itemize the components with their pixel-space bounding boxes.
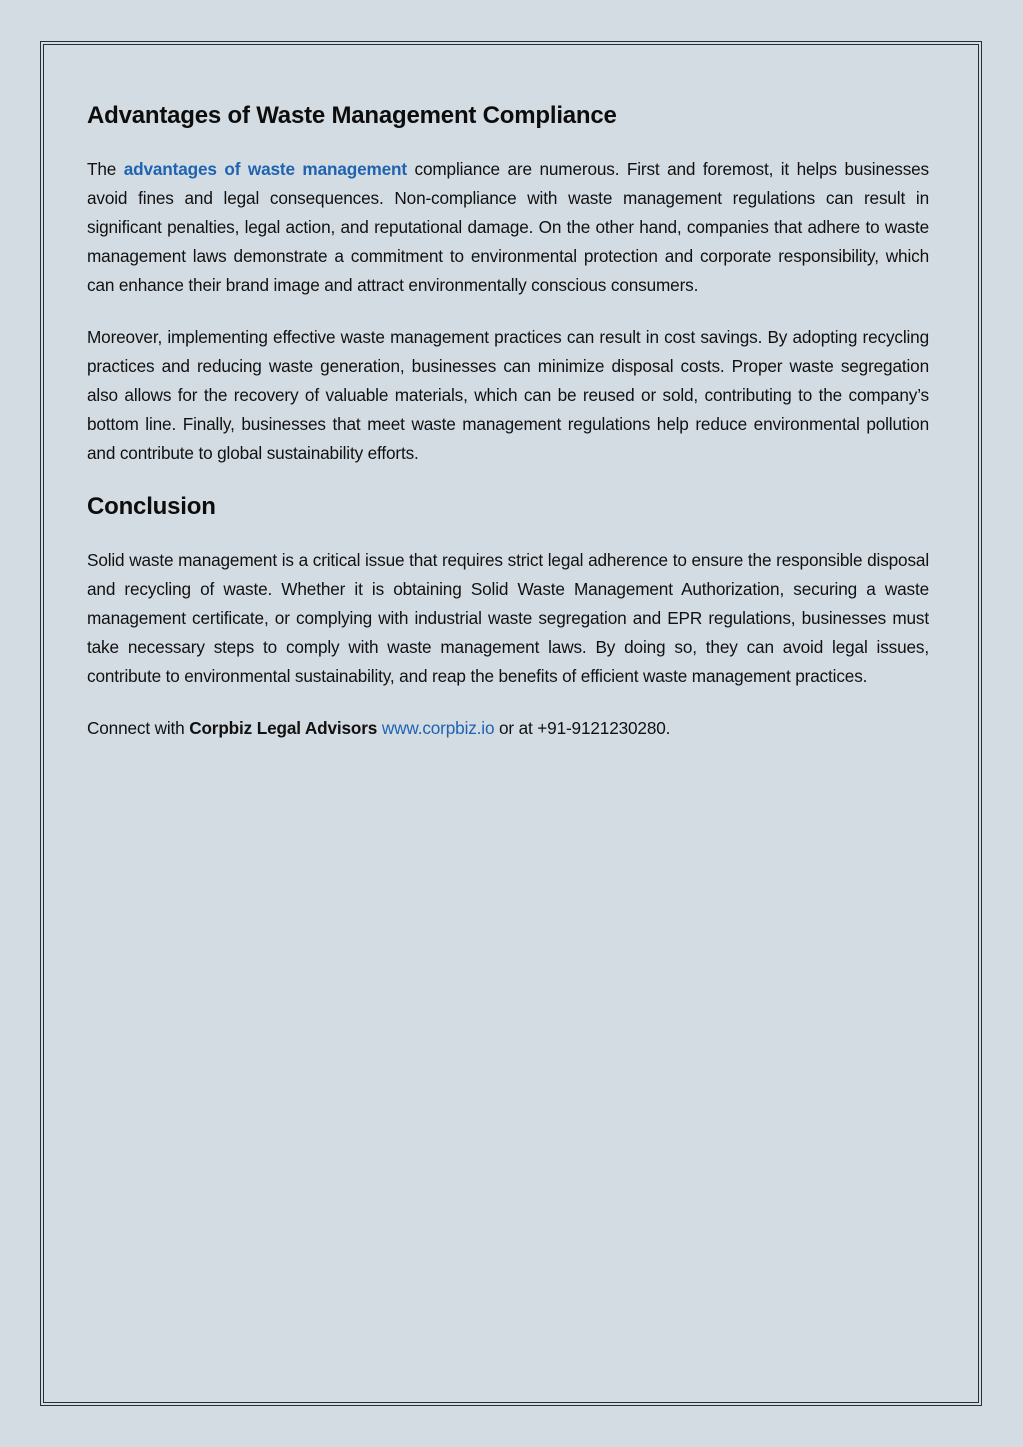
- contact-phone-text: or at +91-9121230280.: [494, 718, 671, 738]
- page-border-inner: [43, 44, 979, 1403]
- paragraph-advantages-intro: [87, 155, 929, 300]
- website-link[interactable]: www.corpbiz.io: [381, 718, 495, 738]
- page-border: [40, 41, 982, 1406]
- paragraph-conclusion: Solid waste management is a critical issue that requires strict legal adherence to ensure the responsible disposal and recycling of waste. Whether it is obtaining Solid Waste Management Authorization, securing a waste management certificate, or complying with industrial waste segregation and EPR regulations, businesses must take necessary steps to comply with waste management laws. By doing so, they can avoid legal issues, contribute to environmental sustainability, and reap the benefits of efficient waste management practices.: [87, 550, 929, 686]
- paragraph-body-text: compliance are numerous. First and foremost, it helps businesses avoid fines and legal consequences. Non-compliance with waste management regulations can result in significant penalties, legal action, and reputational damage. On the other hand, companies that adhere to waste management laws demonstrate a commitment to environmental protection and corporate responsibility, which can enhance their brand image and attract environmentally conscious consumers.: [87, 159, 929, 295]
- contact-line: [87, 714, 929, 743]
- paragraph-cost-savings: Moreover, implementing effective waste management practices can result in cost savings. By adopting recycling practices and reducing waste generation, businesses can minimize disposal costs. Proper waste segregation also allows for the recovery of valuable materials, which can be reused or sold, contributing to the company’s bottom line. Finally, businesses that meet waste management regulations help reduce environmental pollution and contribute to global sustainability efforts.: [87, 327, 929, 463]
- section-heading-conclusion: Conclusion: [87, 493, 216, 520]
- contact-lead-text: Connect with: [87, 718, 190, 738]
- company-name: Corpbiz Legal Advisors: [189, 718, 378, 738]
- document-content: [87, 97, 929, 743]
- advantages-link[interactable]: advantages of waste management: [123, 159, 407, 179]
- paragraph-lead-text: The: [87, 159, 124, 179]
- section-heading-advantages: Advantages of Waste Management Compliance: [87, 102, 617, 129]
